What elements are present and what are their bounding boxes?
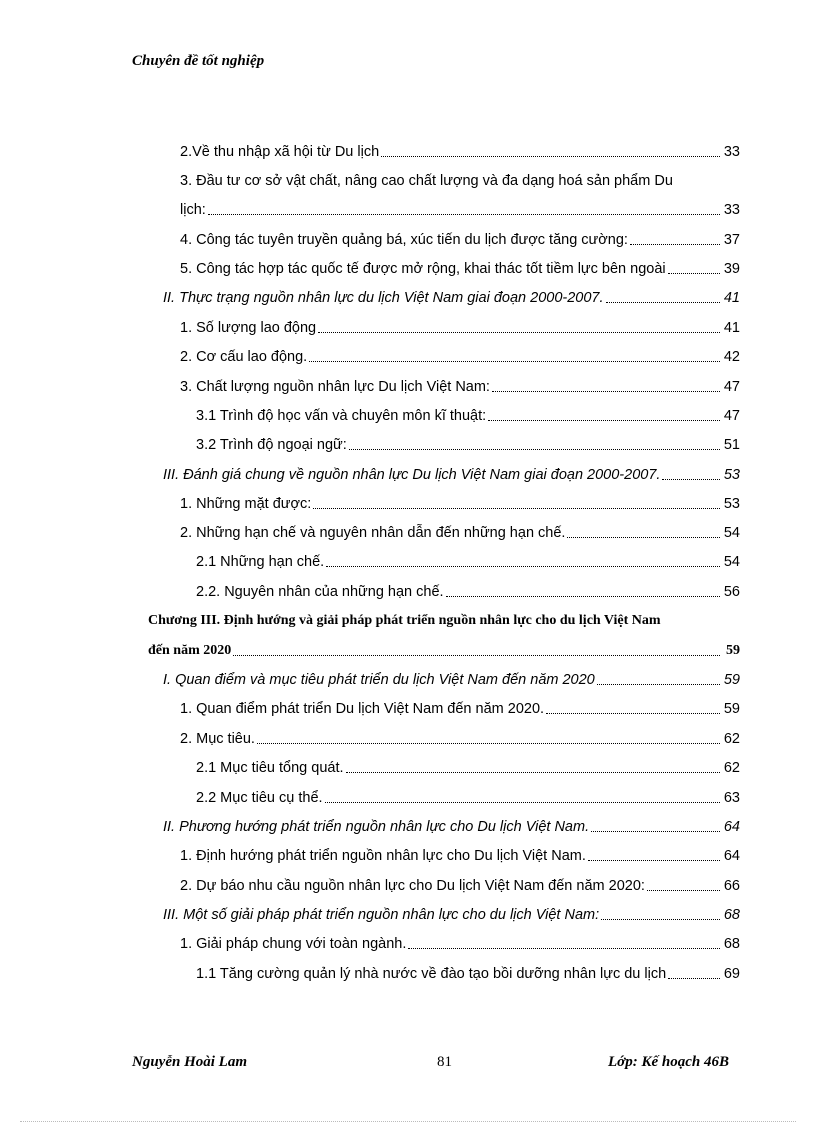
document-header-title: Chuyên đề tốt nghiệp xyxy=(132,53,265,69)
toc-leader-dots xyxy=(668,273,720,274)
toc-leader-dots xyxy=(381,156,720,157)
toc-leader-dots xyxy=(309,361,720,362)
toc-entry-page: 33 xyxy=(723,144,740,160)
toc-entry-page: 54 xyxy=(723,554,740,570)
toc-entry-page: 64 xyxy=(723,848,740,864)
toc-chapter-entry xyxy=(148,641,740,661)
toc-entry-text: 4. Công tác tuyên truyền quảng bá, xúc tiến du lịch được tăng cường: xyxy=(180,232,628,248)
toc-leader-dots xyxy=(233,655,720,656)
toc-entry-page: 62 xyxy=(723,731,740,747)
toc-entry-text: 2.2. Nguyên nhân của những hạn chế. xyxy=(196,584,444,600)
toc-entry xyxy=(180,699,740,719)
toc-section-entry xyxy=(163,288,740,308)
toc-entry xyxy=(180,876,740,896)
toc-leader-dots xyxy=(208,214,720,215)
toc-entry-page: 33 xyxy=(723,202,740,218)
toc-entry-page: 59 xyxy=(723,701,740,717)
toc-entry-page: 42 xyxy=(723,349,740,365)
toc-leader-dots xyxy=(668,978,720,979)
toc-entry-text: 2. Dự báo nhu cầu nguồn nhân lực cho Du lịch Việt Nam đến năm 2020: xyxy=(180,878,645,894)
toc-entry-text: 3. Đầu tư cơ sở vật chất, nâng cao chất lượng và đa dạng hoá sản phẩm Du xyxy=(180,173,673,189)
toc-entry xyxy=(180,347,740,367)
toc-entry-text: 1. Giải pháp chung với toàn ngành. xyxy=(180,936,407,952)
toc-entry-page: 66 xyxy=(723,878,740,894)
toc-leader-dots xyxy=(546,713,720,714)
toc-entry-page: 53 xyxy=(723,496,740,512)
toc-entry-text: lịch: xyxy=(180,202,206,218)
toc-entry xyxy=(180,729,740,749)
toc-leader-dots xyxy=(647,890,720,891)
toc-leader-dots xyxy=(597,684,720,685)
toc-entry-text: đến năm 2020 xyxy=(148,643,232,658)
toc-entry-page: 63 xyxy=(723,790,740,806)
toc-entry-page: 59 xyxy=(723,672,740,688)
toc-subentry xyxy=(196,964,740,984)
toc-entry-page: 68 xyxy=(723,936,740,952)
toc-leader-dots xyxy=(591,831,720,832)
toc-leader-dots xyxy=(325,802,720,803)
toc-subentry xyxy=(196,435,740,455)
toc-entry-text: II. Thực trạng nguồn nhân lực du lịch Việt Nam giai đoạn 2000-2007. xyxy=(163,290,604,306)
toc-entry-page: 59 xyxy=(726,643,740,658)
toc-entry-page: 68 xyxy=(723,907,740,923)
toc-entry-page: 69 xyxy=(723,966,740,982)
toc-subentry xyxy=(196,552,740,572)
toc-leader-dots xyxy=(349,449,720,450)
toc-section-entry xyxy=(163,465,740,485)
toc-leader-dots xyxy=(588,860,720,861)
toc-entry-page: 41 xyxy=(723,320,740,336)
toc-entry xyxy=(180,200,740,220)
toc-entry-text: 1. Những mặt được: xyxy=(180,496,312,512)
toc-entry-page: 47 xyxy=(723,379,740,395)
toc-entry-text: 5. Công tác hợp tác quốc tế được mở rộng, khai thác tốt tiềm lực bên ngoài xyxy=(180,261,666,277)
toc-entry-text: II. Phương hướng phát triển nguồn nhân lực cho Du lịch Việt Nam. xyxy=(163,819,590,835)
toc-entry-text: 2. Cơ cấu lao động. xyxy=(180,349,308,365)
toc-subentry xyxy=(196,582,740,602)
toc-chapter-heading: Chương III. Định hướng và giải pháp phát triển nguồn nhân lực cho du lịch Việt Nam xyxy=(148,613,661,628)
toc-entry-page: 37 xyxy=(723,232,740,248)
toc-entry xyxy=(180,934,740,954)
toc-entry-text: III. Đánh giá chung về nguồn nhân lực Du lịch Việt Nam giai đoạn 2000-2007. xyxy=(163,467,661,483)
footer-author: Nguyễn Hoài Lam xyxy=(132,1054,247,1070)
toc-leader-dots xyxy=(630,244,720,245)
toc-entry-text: 1.1 Tăng cường quản lý nhà nước về đào tạo bồi dưỡng nhân lực du lịch xyxy=(196,966,667,982)
toc-leader-dots xyxy=(567,537,720,538)
toc-entry-text: 3.1 Trình độ học vấn và chuyên môn kĩ thuật: xyxy=(196,408,487,424)
toc-entry xyxy=(180,318,740,338)
toc-entry xyxy=(180,142,740,162)
toc-entry xyxy=(180,523,740,543)
toc-leader-dots xyxy=(488,420,720,421)
toc-entry-page: 56 xyxy=(723,584,740,600)
toc-entry-page: 41 xyxy=(723,290,740,306)
toc-entry xyxy=(180,259,740,279)
toc-leader-dots xyxy=(346,772,720,773)
toc-subentry xyxy=(196,758,740,778)
toc-leader-dots xyxy=(492,391,720,392)
toc-entry-page: 62 xyxy=(723,760,740,776)
toc-section-entry xyxy=(163,905,740,925)
toc-subentry xyxy=(196,406,740,426)
toc-section-entry xyxy=(163,817,740,837)
toc-subentry xyxy=(196,788,740,808)
toc-entry-page: 64 xyxy=(723,819,740,835)
toc-leader-dots xyxy=(446,596,720,597)
toc-entry-text: 2. Những hạn chế và nguyên nhân dẫn đến những hạn chế. xyxy=(180,525,566,541)
footer-class: Lớp: Kế hoạch 46B xyxy=(608,1054,729,1070)
toc-entry-text: 3. Chất lượng nguồn nhân lực Du lịch Việt Nam: xyxy=(180,379,490,395)
toc-entry-page: 47 xyxy=(723,408,740,424)
toc-entry-page: 54 xyxy=(723,525,740,541)
footer-page-number: 81 xyxy=(437,1054,452,1070)
toc-leader-dots xyxy=(313,508,720,509)
toc-leader-dots xyxy=(326,566,720,567)
toc-leader-dots xyxy=(606,302,720,303)
page-edge-divider xyxy=(20,1121,796,1122)
toc-entry-text: 2.2 Mục tiêu cụ thể. xyxy=(196,790,323,806)
toc-entry-text: 2.1 Những hạn chế. xyxy=(196,554,325,570)
toc-entry xyxy=(180,230,740,250)
toc-leader-dots xyxy=(318,332,720,333)
toc-entry-text: 2.1 Mục tiêu tổng quát. xyxy=(196,760,344,776)
toc-entry-text: 2. Mục tiêu. xyxy=(180,731,255,747)
toc-entry-page: 39 xyxy=(723,261,740,277)
toc-entry xyxy=(180,846,740,866)
toc-section-entry xyxy=(163,670,740,690)
toc-entry xyxy=(180,377,740,397)
toc-leader-dots xyxy=(408,948,720,949)
toc-entry-page: 53 xyxy=(723,467,740,483)
toc-leader-dots xyxy=(257,743,720,744)
toc-entry-text: I. Quan điểm và mục tiêu phát triển du lịch Việt Nam đến năm 2020 xyxy=(163,672,595,688)
toc-entry-text: 1. Quan điểm phát triển Du lịch Việt Nam đến năm 2020. xyxy=(180,701,545,717)
toc-leader-dots xyxy=(662,479,720,480)
toc-entry-page: 51 xyxy=(723,437,740,453)
toc-entry-text: 3.2 Trình độ ngoại ngữ: xyxy=(196,437,347,453)
toc-entry-text: 2.Về thu nhập xã hội từ Du lịch xyxy=(180,144,380,160)
toc-leader-dots xyxy=(601,919,720,920)
toc-entry-text: 1. Số lượng lao động xyxy=(180,320,317,336)
toc-entry xyxy=(180,494,740,514)
toc-entry-text: 1. Định hướng phát triển nguồn nhân lực cho Du lịch Việt Nam. xyxy=(180,848,586,864)
toc-entry-text: III. Một số giải pháp phát triển nguồn nhân lực cho du lịch Việt Nam: xyxy=(163,907,600,923)
